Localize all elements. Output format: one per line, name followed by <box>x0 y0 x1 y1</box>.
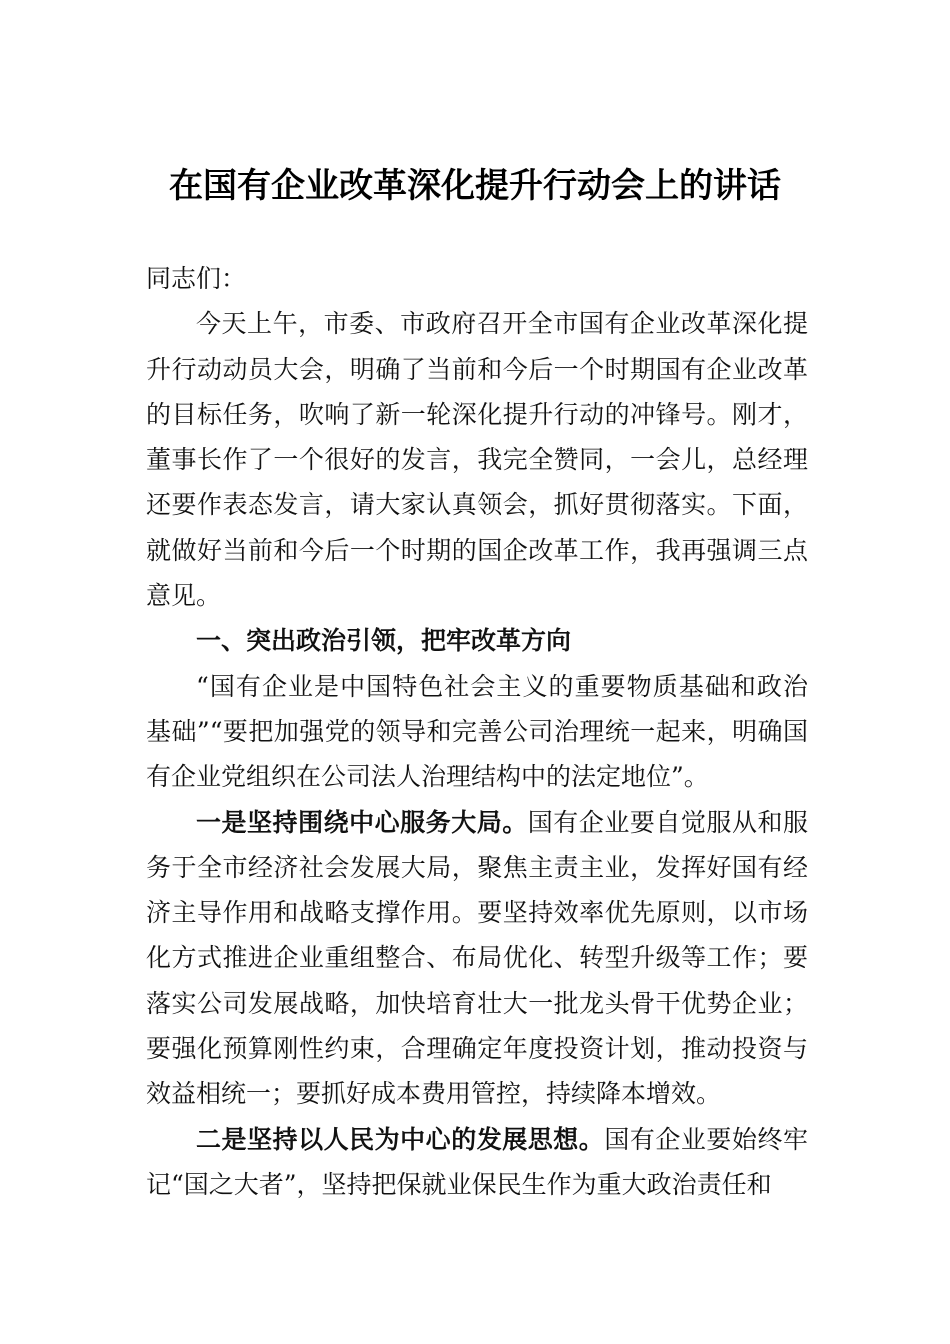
document-title: 在国有企业改革深化提升行动会上的讲话 <box>169 166 781 206</box>
point-one-text: 国有企业要自觉服从和服务于全市经济社会发展大局，聚焦主责主业，发挥好国有经济主导作用和战略支撑作用。要坚持效率优先原则，以市场化方式推进企业重组整合、布局优化、转型升级等工作；要落实公司发展战略，加快培育壮大一批龙头骨干优势企业；要强化预算刚性约束，合理确定年度投资计划，推动投资与效益相统一；要抓好成本费用管控，持续降本增效。 <box>146 807 808 1109</box>
quote-paragraph: “国有企业是中国特色社会主义的重要物质基础和政治基础”“要把加强党的领导和完善公司治理统一起来，明确国有企业党组织在公司法人治理结构中的法定地位”。 <box>146 671 808 792</box>
point-two-text: 国有企业要始终牢记“国之大者”，坚持把保就业保民生作为重大政治责任和 <box>146 1124 808 1199</box>
section-heading: 一、突出政治引领，把牢改革方向 <box>196 626 572 656</box>
salutation: 同志们： <box>146 264 247 293</box>
point-one-lead: 一是坚持围绕中心服务大局。 <box>196 807 528 837</box>
document-body <box>146 256 808 1207</box>
point-one-paragraph <box>146 800 808 1117</box>
point-two-paragraph <box>146 1117 808 1208</box>
point-two-lead: 二是坚持以人民为中心的发展思想。 <box>196 1124 605 1154</box>
intro-paragraph: 今天上午，市委、市政府召开全市国有企业改革深化提升行动动员大会，明确了当前和今后一个时期国有企业改革的目标任务，吹响了新一轮深化提升行动的冲锋号。刚才，董事长作了一个很好的发言，我完全赞同，一会儿，总经理还要作表态发言，请大家认真领会，抓好贯彻落实。下面，就做好当前和今后一个时期的国企改革工作，我再强调三点意见。 <box>146 309 808 611</box>
